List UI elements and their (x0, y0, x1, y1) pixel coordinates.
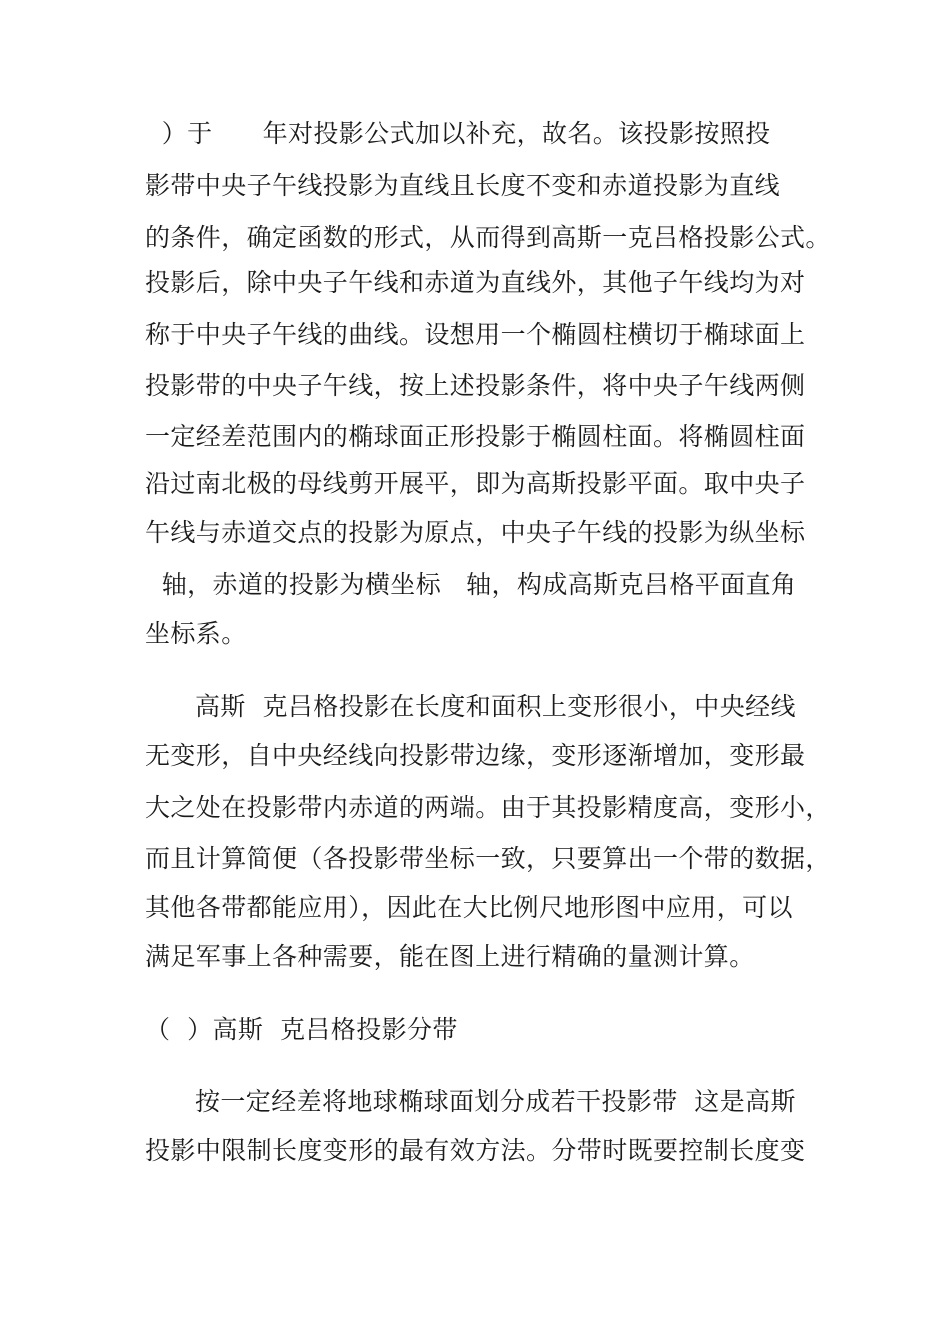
text-line: 午线与赤道交点的投影为原点，中央子午线的投影为纵坐标 (145, 518, 806, 547)
text-line: 一定经差范围内的椭球面正形投影于椭圆柱面。将椭圆柱面 (145, 422, 806, 451)
text-line: 沿过南北极的母线剪开展平，即为高斯投影平面。取中央子 (145, 469, 806, 498)
text-line: 坐标系。 (145, 619, 247, 648)
text-line: 投影后，除中央子午线和赤道为直线外，其他子午线均为对 (145, 268, 806, 297)
text-line: ）于 年对投影公式加以补充，故名。该投影按照投 (145, 119, 771, 148)
text-line: 投影中限制长度变形的最有效方法。分带时既要控制长度变 (145, 1136, 806, 1165)
text-line: 其他各带都能应用），因此在大比例尺地形图中应用，可以 (145, 893, 793, 922)
text-line: 高斯 克吕格投影在长度和面积上变形很小，中央经线 (195, 692, 796, 721)
section-heading: （ ）高斯 克吕格投影分带 (145, 1015, 458, 1044)
text-line: 而且计算简便（各投影带坐标一致，只要算出一个带的数据， (145, 844, 831, 873)
text-line: 大之处在投影带内赤道的两端。由于其投影精度高，变形小， (145, 793, 831, 822)
text-line: 的条件，确定函数的形式，从而得到高斯一克吕格投影公式。 (145, 223, 831, 252)
text-line: 投影带的中央子午线，按上述投影条件，将中央子午线两侧 (145, 371, 806, 400)
text-line: 按一定经差将地球椭球面划分成若干投影带 这是高斯 (195, 1087, 796, 1116)
text-line: 影带中央子午线投影为直线且长度不变和赤道投影为直线 (145, 171, 781, 200)
text-line: 轴，赤道的投影为横坐标 轴，构成高斯克吕格平面直角 (145, 570, 797, 599)
text-line: 无变形，自中央经线向投影带边缘，变形逐渐增加，变形最 (145, 741, 806, 770)
text-line: 称于中央子午线的曲线。设想用一个椭圆柱横切于椭球面上 (145, 320, 806, 349)
text-line: 满足军事上各种需要，能在图上进行精确的量测计算。 (145, 942, 755, 971)
